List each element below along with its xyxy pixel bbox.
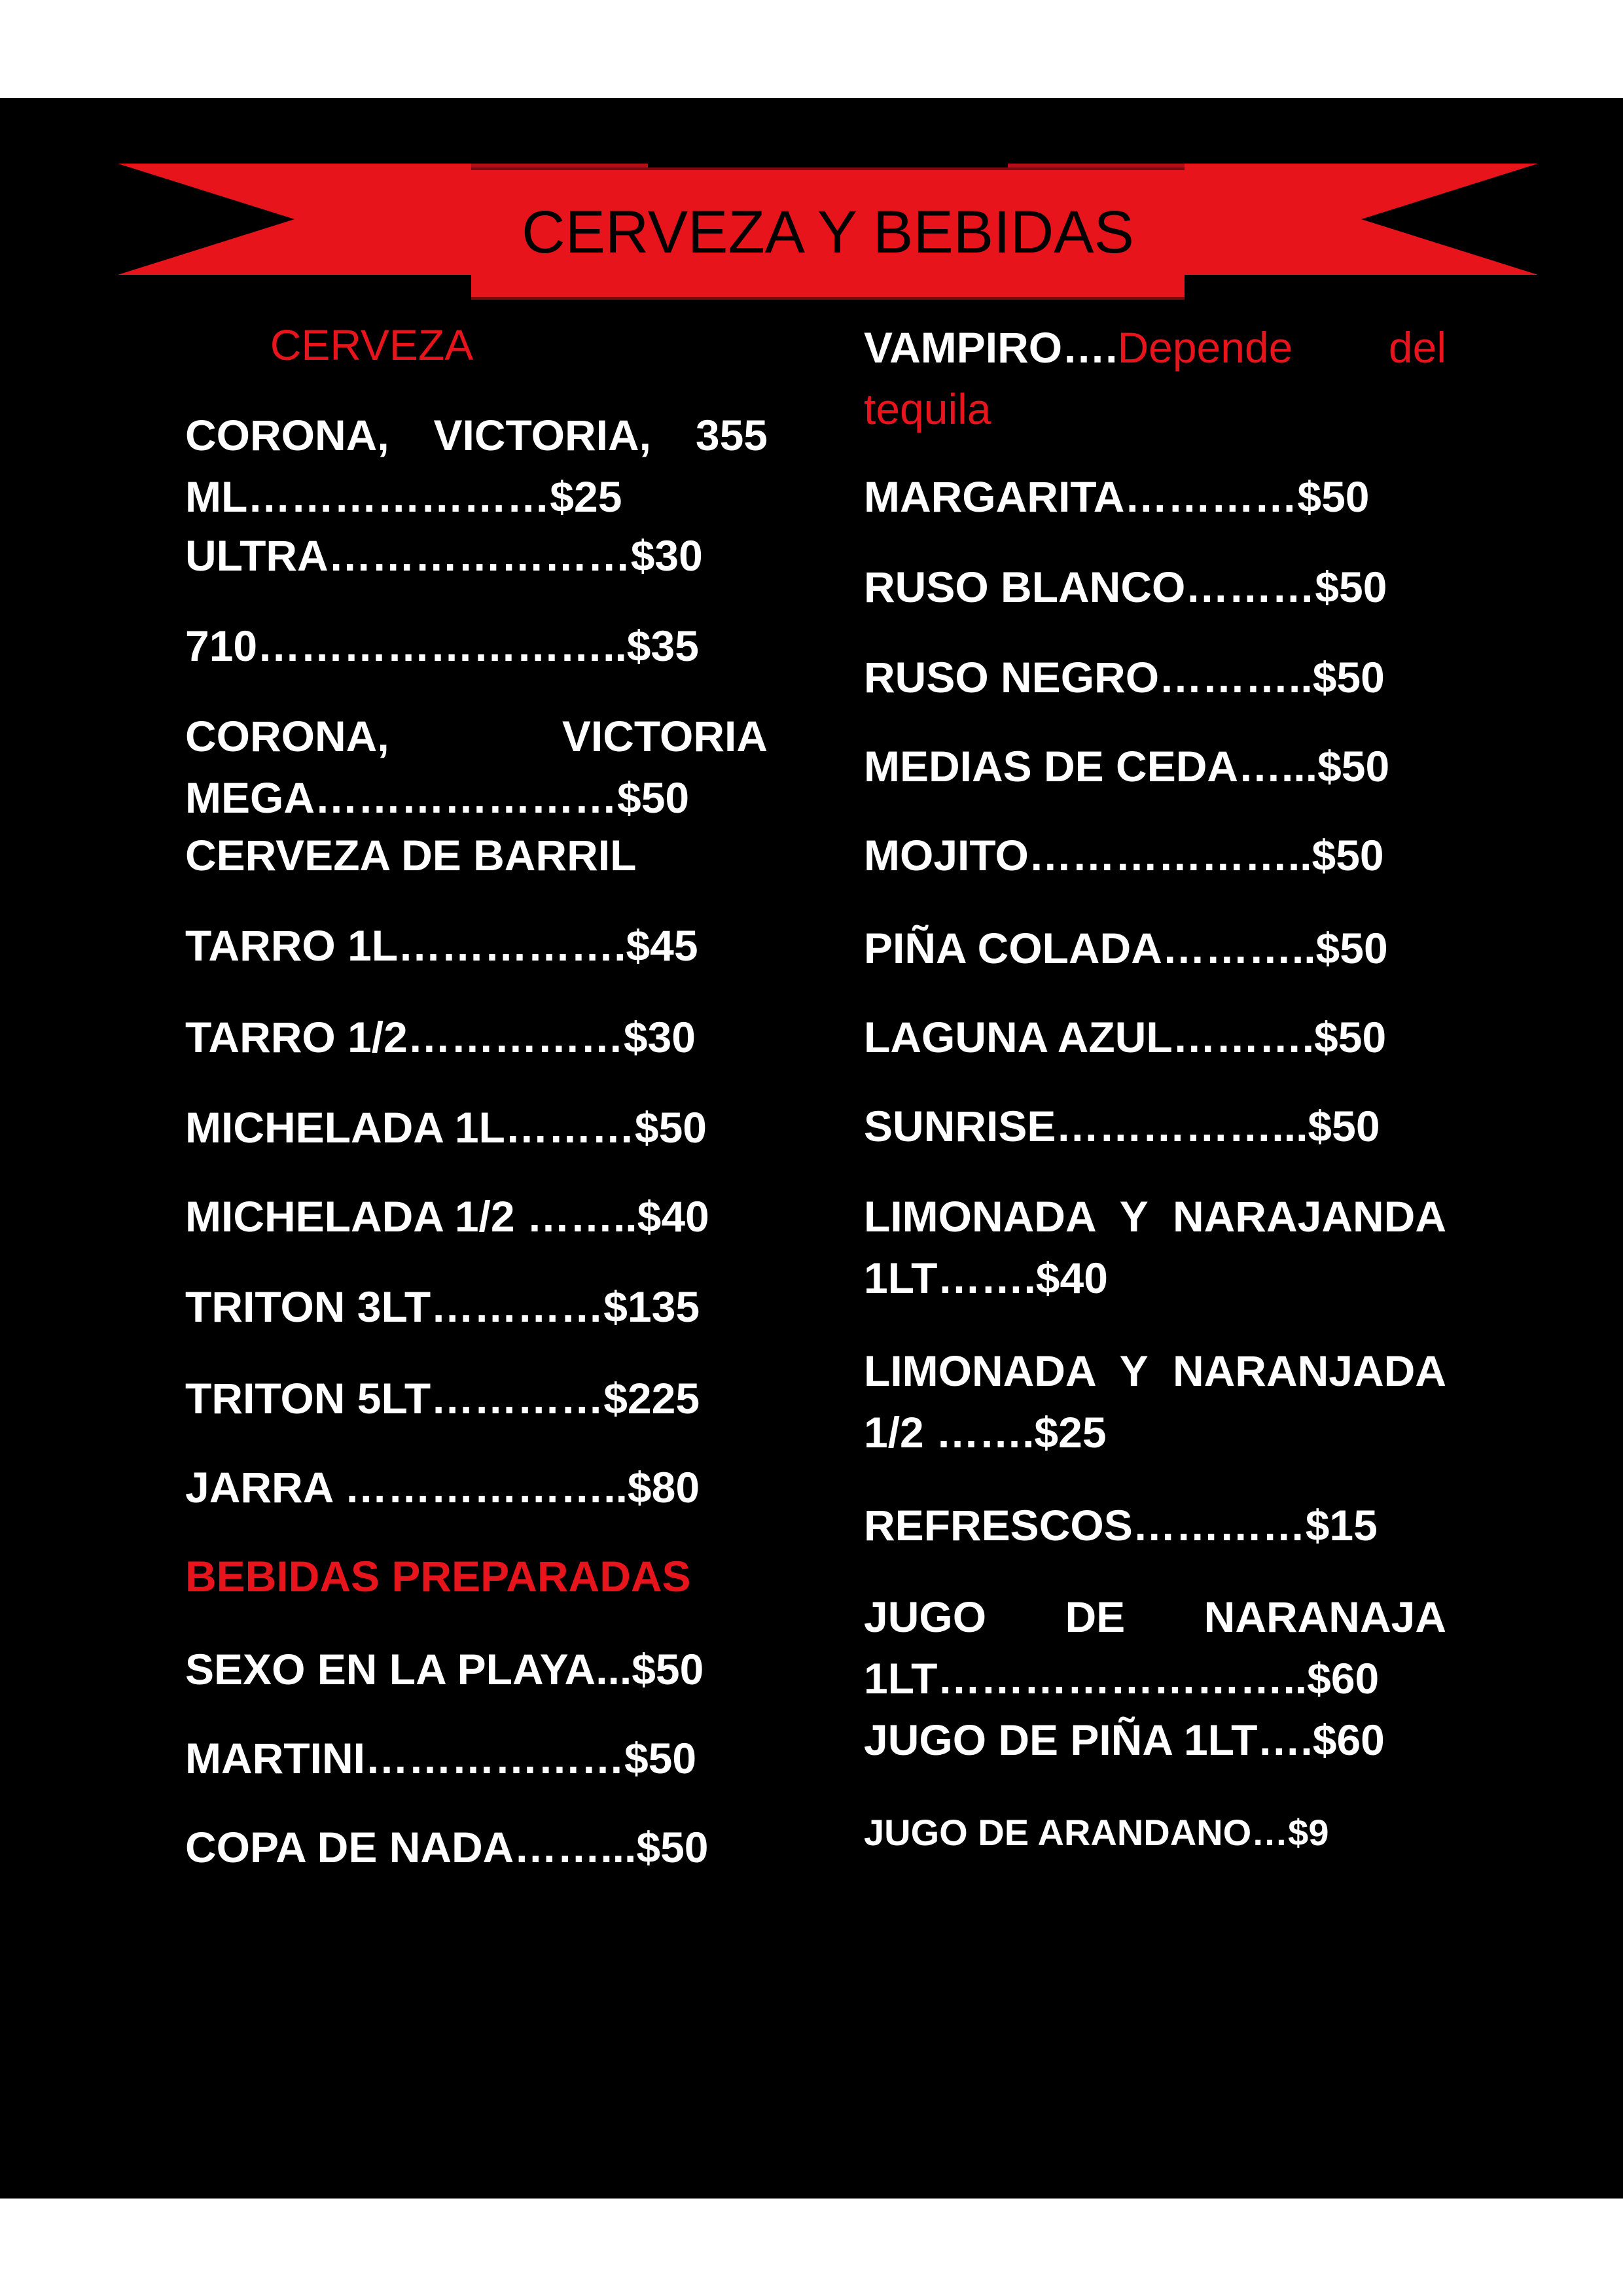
title-ribbon: [0, 98, 1623, 308]
menu-item: CERVEZA DE BARRIL: [185, 831, 637, 879]
section-heading-cerveza: CERVEZA: [270, 321, 474, 369]
menu-item: TARRO 1L…………….$45: [185, 921, 698, 970]
menu-item: MOJITO………………..$50: [864, 831, 1384, 879]
menu-item: RUSO BLANCO………$50: [864, 563, 1387, 611]
menu-item: SEXO EN LA PLAYA...$50: [185, 1645, 704, 1693]
menu-item: COPA DE NADA……...$50: [185, 1823, 709, 1871]
menu-item: ULTRA…………………$30: [185, 531, 703, 580]
menu-item: MARTINI………………$50: [185, 1734, 697, 1782]
menu-item: LIMONADA Y NARAJANDA 1LT…….$40: [864, 1192, 1446, 1302]
menu-item: SUNRISE……………...$50: [864, 1102, 1380, 1150]
menu-item: JUGO DE PIÑA 1LT….$60: [864, 1716, 1385, 1764]
menu-item: MICHELADA 1/2 ……..$40: [185, 1192, 709, 1241]
menu-item: PIÑA COLADA………..$50: [864, 924, 1388, 972]
menu-panel: [0, 98, 1623, 2199]
page-title: CERVEZA Y BEBIDAS: [522, 198, 1134, 266]
menu-item: 710……………………..$35: [185, 622, 699, 670]
menu-item: TRITON 3LT…………$135: [185, 1282, 700, 1331]
menu-item: REFRESCOS…………$15: [864, 1501, 1378, 1549]
menu-item: TRITON 5LT…………$225: [185, 1374, 700, 1422]
menu-item: CORONA, VICTORIA MEGA…………………$50: [185, 712, 768, 822]
menu-item: MICHELADA 1L………$50: [185, 1103, 707, 1152]
section-heading-preparadas: BEBIDAS PREPARADAS: [185, 1552, 691, 1600]
menu-item: JARRA ………………..$80: [185, 1463, 700, 1511]
menu-item: JUGO DE ARANDANO…$9: [864, 1812, 1329, 1853]
menu-item: JUGO DE NARANAJA 1LT……………………..$60: [864, 1593, 1446, 1703]
menu-item: CORONA, VICTORIA, 355 ML…………………$25: [185, 411, 768, 521]
menu-item: RUSO NEGRO………..$50: [864, 653, 1385, 701]
menu-item: LAGUNA AZUL……….$50: [864, 1013, 1387, 1061]
menu-item-vampiro: [864, 317, 1446, 440]
vampiro-note: Depende del tequila: [864, 323, 1446, 433]
menu-item: MARGARITA…………$50: [864, 472, 1370, 521]
vampiro-label: VAMPIRO….: [864, 323, 1118, 372]
menu-item: LIMONADA Y NARANJADA 1/2 …….$25: [864, 1347, 1446, 1457]
menu-item: TARRO 1/2……………$30: [185, 1013, 696, 1061]
menu-item: MEDIAS DE CEDA…...$50: [864, 742, 1390, 790]
